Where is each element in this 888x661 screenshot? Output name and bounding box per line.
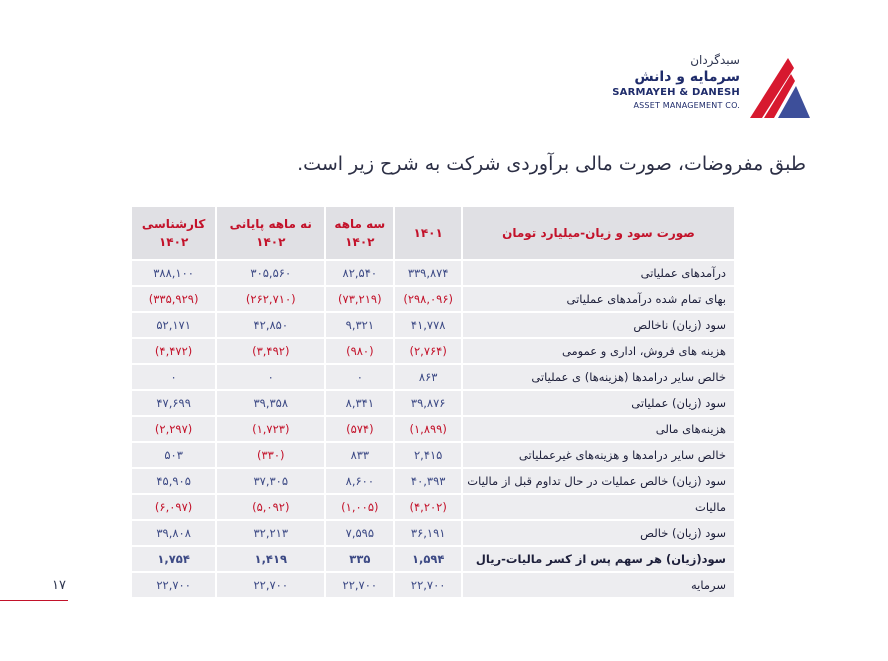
row-value: (۴,۲۰۲) — [395, 495, 461, 519]
row-label: سرمایه — [463, 573, 734, 597]
row-value: ۳۹,۸۰۸ — [132, 521, 215, 545]
table-row — [132, 287, 734, 311]
header-nine-months-text: نه ماهه پایانی ۱۴۰۲ — [229, 217, 312, 249]
row-label: هزینه های فروش، اداری و عمومی — [463, 339, 734, 363]
logo-persian-subtitle: سبدگردان — [690, 53, 740, 67]
logo-text — [540, 52, 740, 112]
page-number: ۱۷ — [52, 578, 66, 593]
table-row — [132, 521, 734, 545]
row-label: بهای تمام شده درآمدهای عملیاتی — [463, 287, 734, 311]
row-value: ۷,۵۹۵ — [326, 521, 393, 545]
row-value: ۳۶,۱۹۱ — [395, 521, 461, 545]
row-value: ۰ — [217, 365, 324, 389]
header-1401-text: ۱۴۰۱ — [413, 226, 443, 240]
header-three-months — [326, 207, 393, 259]
row-label: سود (زیان) خالص عملیات در حال تداوم قبل از مالیات — [463, 469, 734, 493]
row-value: (۵,۰۹۲) — [217, 495, 324, 519]
row-value: ۱,۴۱۹ — [217, 547, 324, 571]
table-row — [132, 339, 734, 363]
row-label: سود (زیان) خالص — [463, 521, 734, 545]
row-value: ۸۶۳ — [395, 365, 461, 389]
row-value: ۱,۷۵۴ — [132, 547, 215, 571]
row-value: (۳۳۵,۹۲۹) — [132, 287, 215, 311]
row-value: ۳۰۵,۵۶۰ — [217, 261, 324, 285]
row-value: ۳۳۵ — [326, 547, 393, 571]
row-value: ۲۲,۷۰۰ — [326, 573, 393, 597]
row-label: درآمدهای عملیاتی — [463, 261, 734, 285]
row-value: (۳,۴۹۲) — [217, 339, 324, 363]
row-value: ۴۵,۹۰۵ — [132, 469, 215, 493]
row-value: ۲,۴۱۵ — [395, 443, 461, 467]
row-value: (۲,۷۶۴) — [395, 339, 461, 363]
table-row — [132, 261, 734, 285]
row-value: ۸,۳۴۱ — [326, 391, 393, 415]
row-value: (۱,۰۰۵) — [326, 495, 393, 519]
page-divider — [0, 600, 68, 601]
row-label: مالیات — [463, 495, 734, 519]
header-1401 — [395, 207, 461, 259]
header-expert-text: کارشناسی ۱۴۰۲ — [141, 217, 206, 249]
row-label: سود(زیان) هر سهم پس از کسر مالیات-ریال — [463, 547, 734, 571]
company-logo — [612, 52, 812, 124]
logo-english-subtitle: ASSET MANAGEMENT CO. — [633, 101, 740, 110]
row-value: (۴,۴۷۲) — [132, 339, 215, 363]
table-row — [132, 365, 734, 389]
logo-triangle-icon — [748, 56, 812, 120]
row-value: ۸۳۳ — [326, 443, 393, 467]
table-row — [132, 573, 734, 597]
row-value: ۰ — [132, 365, 215, 389]
income-statement-table — [130, 205, 736, 599]
row-value: (۵۷۴) — [326, 417, 393, 441]
row-value: ۳۹,۸۷۶ — [395, 391, 461, 415]
row-value: ۱,۵۹۴ — [395, 547, 461, 571]
row-value: ۳۲,۲۱۳ — [217, 521, 324, 545]
table-row — [132, 547, 734, 571]
row-value: ۳۷,۳۰۵ — [217, 469, 324, 493]
row-label: خالص سایر درامدها و هزینه‌های غیرعملیاتی — [463, 443, 734, 467]
row-value: ۴۲,۸۵۰ — [217, 313, 324, 337]
row-value: (۲۶۲,۷۱۰) — [217, 287, 324, 311]
row-value: (۲۹۸,۰۹۶) — [395, 287, 461, 311]
row-value: ۴۰,۳۹۳ — [395, 469, 461, 493]
row-value: ۸۲,۵۴۰ — [326, 261, 393, 285]
row-label: سود (زیان) ناخالص — [463, 313, 734, 337]
row-value: (۱,۷۲۳) — [217, 417, 324, 441]
row-value: (۷۳,۲۱۹) — [326, 287, 393, 311]
table-row — [132, 443, 734, 467]
row-value: ۰ — [326, 365, 393, 389]
row-value: (۱,۸۹۹) — [395, 417, 461, 441]
row-value: (۲,۲۹۷) — [132, 417, 215, 441]
table-row — [132, 417, 734, 441]
table-row — [132, 313, 734, 337]
row-value: ۵۰۳ — [132, 443, 215, 467]
row-value: ۳۹,۳۵۸ — [217, 391, 324, 415]
table-row — [132, 469, 734, 493]
header-nine-months — [217, 207, 324, 259]
table-header-row — [132, 207, 734, 259]
table-row — [132, 495, 734, 519]
row-value: (۹۸۰) — [326, 339, 393, 363]
header-label: صورت سود و زیان-میلیارد تومان — [463, 207, 734, 259]
row-value: ۹,۳۲۱ — [326, 313, 393, 337]
row-value: ۳۸۸,۱۰۰ — [132, 261, 215, 285]
header-three-months-text: سه ماهه ۱۴۰۲ — [334, 217, 386, 249]
row-value: ۲۲,۷۰۰ — [132, 573, 215, 597]
row-value: (۳۳۰) — [217, 443, 324, 467]
row-label: خالص سایر درامدها (هزینه‌ها) ی عملیاتی — [463, 365, 734, 389]
row-value: ۳۳۹,۸۷۴ — [395, 261, 461, 285]
row-value: (۶,۰۹۷) — [132, 495, 215, 519]
table-row — [132, 391, 734, 415]
header-expert — [132, 207, 215, 259]
intro-text: طبق مفروضات، صورت مالی برآوردی شرکت به شرح زیر است. — [297, 153, 806, 175]
row-value: ۲۲,۷۰۰ — [217, 573, 324, 597]
row-value: ۵۲,۱۷۱ — [132, 313, 215, 337]
row-label: هزینه‌های مالی — [463, 417, 734, 441]
row-label: سود (زیان) عملیاتی — [463, 391, 734, 415]
logo-persian-name: سرمایه و دانش — [634, 69, 740, 85]
row-value: ۴۷,۶۹۹ — [132, 391, 215, 415]
logo-english-name: SARMAYEH & DANESH — [612, 87, 740, 98]
row-value: ۴۱,۷۷۸ — [395, 313, 461, 337]
row-value: ۸,۶۰۰ — [326, 469, 393, 493]
row-value: ۲۲,۷۰۰ — [395, 573, 461, 597]
